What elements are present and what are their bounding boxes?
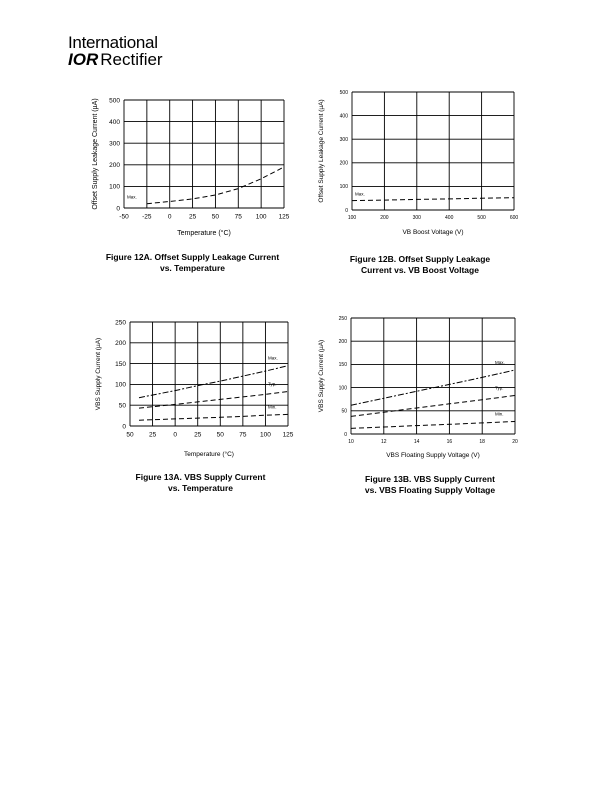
x-tick-label: 12 [381, 439, 387, 445]
logo-line-2-text: Rectifier [100, 50, 163, 69]
y-tick-label: 400 [339, 113, 348, 120]
y-tick-label: 50 [118, 402, 126, 410]
caption-12a-line2: vs. Temperature [159, 262, 226, 273]
x-tick-label: 75 [239, 431, 247, 439]
y-tick-label: 150 [338, 362, 347, 369]
y-tick-label: 200 [338, 338, 347, 345]
company-logo [68, 34, 178, 74]
y-tick-label: 500 [109, 97, 120, 105]
series-line-min [351, 422, 515, 429]
y-tick-label: 0 [345, 207, 348, 214]
series-label: Max. [268, 355, 278, 361]
series-label: Max. [355, 191, 365, 197]
y-axis-label: VBS Supply Current (µA) [318, 339, 325, 413]
series-label: Min. [495, 411, 504, 417]
x-tick-label: 500 [477, 215, 486, 221]
x-tick-label: 100 [259, 431, 271, 439]
caption-13a-line2: vs. Temperature [167, 482, 234, 493]
y-tick-label: 300 [109, 140, 120, 148]
x-tick-label: 25 [148, 431, 157, 439]
x-tick-label: 25 [194, 431, 202, 439]
y-tick-label: 0 [116, 205, 120, 213]
caption-13b-line1: Figure 13B. VBS Supply Current [365, 474, 495, 484]
x-tick-label: 200 [380, 215, 389, 221]
x-tick-label: 0 [173, 431, 177, 439]
x-tick-label: 0 [167, 213, 172, 221]
caption-13b-line2: vs. VBS Floating Supply Voltage [364, 484, 496, 495]
x-tick-label: 100 [255, 213, 267, 221]
y-tick-label: 250 [338, 315, 347, 322]
y-tick-label: 100 [339, 184, 348, 191]
x-tick-label: 125 [282, 431, 294, 439]
x-tick-label: 16 [446, 439, 453, 445]
series-label: Typ. [495, 385, 504, 391]
logo-line-2 [68, 51, 163, 69]
x-tick-label: 18 [479, 439, 485, 445]
y-axis-label: Offset Supply Leakage Current (µA) [318, 99, 325, 203]
y-tick-label: 400 [109, 118, 120, 126]
x-tick-label: 50 [216, 431, 224, 439]
y-tick-label: 150 [115, 360, 126, 368]
x-tick-label: -25 [142, 213, 152, 221]
series-line-typ [351, 396, 515, 417]
y-tick-label: 100 [115, 381, 126, 389]
x-tick-label: 100 [347, 215, 357, 221]
y-tick-label: 100 [338, 385, 347, 392]
x-axis-label: VBS Floating Supply Voltage (V) [386, 452, 480, 459]
y-tick-label: 250 [115, 319, 126, 327]
x-axis-label: Temperature (°C) [184, 451, 234, 458]
logo-line-1: International [68, 33, 158, 52]
y-tick-label: 0 [122, 423, 126, 431]
x-tick-label: 50 [211, 213, 220, 221]
y-tick-label: 50 [341, 408, 347, 415]
y-tick-label: 100 [109, 183, 120, 191]
x-tick-label: 14 [413, 439, 420, 445]
y-tick-label: 500 [339, 89, 348, 96]
y-tick-label: 200 [115, 340, 126, 348]
chart-13b [312, 313, 527, 463]
y-axis-label: VBS Supply Current (µA) [95, 337, 102, 411]
y-tick-label: 0 [344, 431, 347, 438]
x-tick-label: 10 [348, 439, 354, 445]
chart-12b [312, 88, 527, 248]
x-tick-label: 50 [126, 431, 134, 439]
caption-12a [95, 252, 290, 273]
x-tick-label: 300 [412, 215, 421, 221]
x-tick-label: 400 [445, 215, 454, 221]
x-tick-label: 25 [188, 213, 197, 221]
series-line-max [352, 198, 514, 201]
x-tick-label: 75 [234, 213, 242, 221]
chart-12a [60, 90, 300, 250]
x-tick-label: 600 [509, 215, 519, 221]
caption-13a-line1: Figure 13A. VBS Supply Current [135, 472, 266, 482]
chart-13a [90, 314, 305, 462]
y-tick-label: 200 [339, 160, 348, 167]
x-tick-label: 125 [278, 213, 290, 221]
series-label: Typ. [268, 381, 277, 387]
logo-mark: IOR [68, 50, 99, 69]
y-tick-label: 300 [339, 136, 348, 143]
series-label: Max. [127, 194, 137, 200]
y-tick-label: 200 [109, 162, 120, 170]
x-tick-label: 20 [512, 439, 518, 445]
caption-13b [355, 474, 505, 495]
x-axis-label: VB Boost Voltage (V) [402, 229, 464, 236]
caption-12b-line1: Figure 12B. Offset Supply Leakage [349, 254, 491, 264]
series-label: Max. [495, 359, 505, 365]
caption-12b-line2: Current vs. VB Boost Voltage [361, 264, 479, 275]
caption-12a-line1: Figure 12A. Offset Supply Leakage Current [105, 252, 280, 262]
x-axis-label: Temperature (°C) [177, 230, 231, 237]
caption-12b [335, 254, 505, 275]
caption-13a [118, 472, 283, 493]
y-axis-label: Offset Supply Leakage Current (µA) [92, 98, 99, 210]
series-label: Min. [268, 404, 277, 410]
x-tick-label: -50 [119, 213, 129, 221]
